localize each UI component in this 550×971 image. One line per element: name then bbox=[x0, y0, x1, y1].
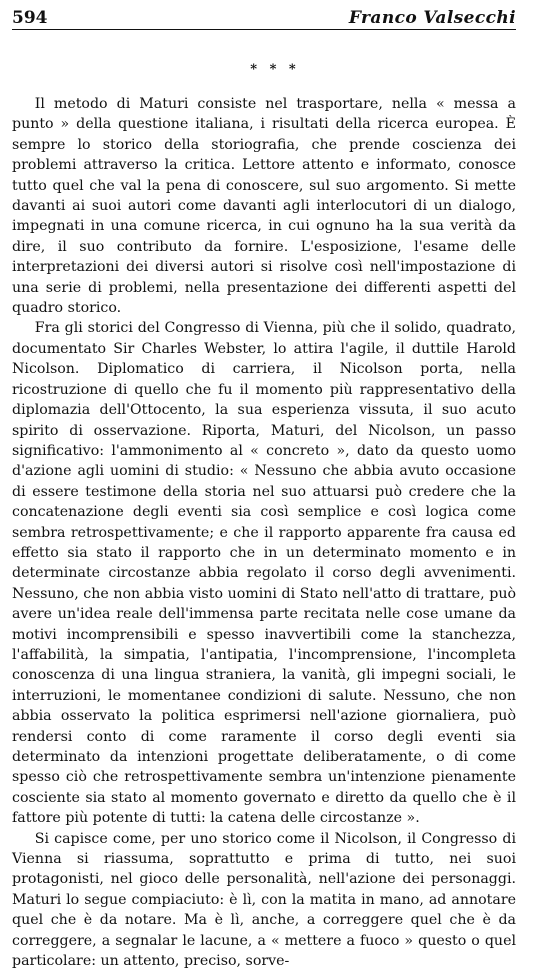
body-text bbox=[12, 94, 516, 971]
section-separator: * * * bbox=[250, 62, 300, 77]
paragraph: Si capisce come, per uno storico come il Nicolson, il Congresso di Vienna si riassuma, soprattutto e prima di tutto, nei suoi protagonisti, nel gioco delle personalità, nell'azione dei personaggi. Maturi lo segue compiaciuto: è lì, con la matita in mano, ad annotare quel che è da notare. Ma è lì, anche, a correggere quel che è da correggere, a segnalar le lacune, a « mettere a fuoco » questo o quel particolare: un attento, preciso, sorve- bbox=[12, 830, 516, 970]
page-header bbox=[12, 4, 516, 32]
paragraph: Fra gli storici del Congresso di Vienna, più che il solido, quadrato, documentato Sir Charles Webster, lo attira l'agile, il duttile Harold Nicolson. Diplomatico di carriera, il Nicolson porta, nella ricostruzione di quello che fu il momento più rappresentativo della diplomazia dell'Ottocento, la sua esperienza vissuta, il suo acuto spirito di osservazione. Riporta, Maturi, del Nicolson, un passo significativo: l'ammonimento al « concreto », dato da questo uomo d'azione agli uomini di studio: « Nessuno che abbia avuto occasione di essere testimone della storia nel suo attuarsi può credere che la concatenazione degli eventi sia così semplice e così logica come sembra retrospettivamente; e che il rapporto apparente fra causa ed effetto sia stato il rapporto che in un determinato momento e in determinate circostanze abbia regolato il corso degli avvenimenti. Nessuno, che non abbia visto uomini di Stato nell'atto di trattare, può avere un'idea reale dell'immensa parte recitata nelle cose umane da motivi incomprensibili e spesso inavvertibili come la stanchezza, l'affabilità, la simpatia, l'antipatia, l'incomprensione, l'incompleta conoscenza di una lingua straniera, la vanità, gli impegni sociali, le interruzioni, le momentanee condizioni di salute. Nessuno, che non abbia osservato la politica esprimersi nell'azione giornaliera, può rendersi conto di come raramente il corso degli eventi sia determinato da intenzioni progettate deliberatamente, o di come spesso ciò che retrospettivamente sembra un'intenzione pienamente cosciente sia stato al momento governato e diretto da quello che è il fattore più potente di tutti: la catena delle circostanze ». bbox=[12, 320, 516, 827]
running-head-author: Franco Valsecchi bbox=[348, 8, 516, 28]
header-rule bbox=[12, 29, 516, 30]
paragraph: Il metodo di Maturi consiste nel trasportare, nella « messa a punto » della questione italiana, i risultati della ricerca europea. È sempre lo storico della storiografia, che prende coscienza dei problemi attraverso la critica. Lettore attento e informato, conosce tutto quel che val la pena di conoscere, sul suo argomento. Si mette davanti ai suoi autori come davanti agli interlocutori di un dialogo, impegnati in una comune ricerca, in cui ognuno ha la sua verità da dire, il suo contributo da fornire. L'esposizione, l'esame delle interpretazioni dei diversi autori si risolve così nell'impostazione di una serie di problemi, nella presentazione dei differenti aspetti del quadro storico. bbox=[12, 96, 516, 317]
page-number: 594 bbox=[12, 8, 48, 28]
